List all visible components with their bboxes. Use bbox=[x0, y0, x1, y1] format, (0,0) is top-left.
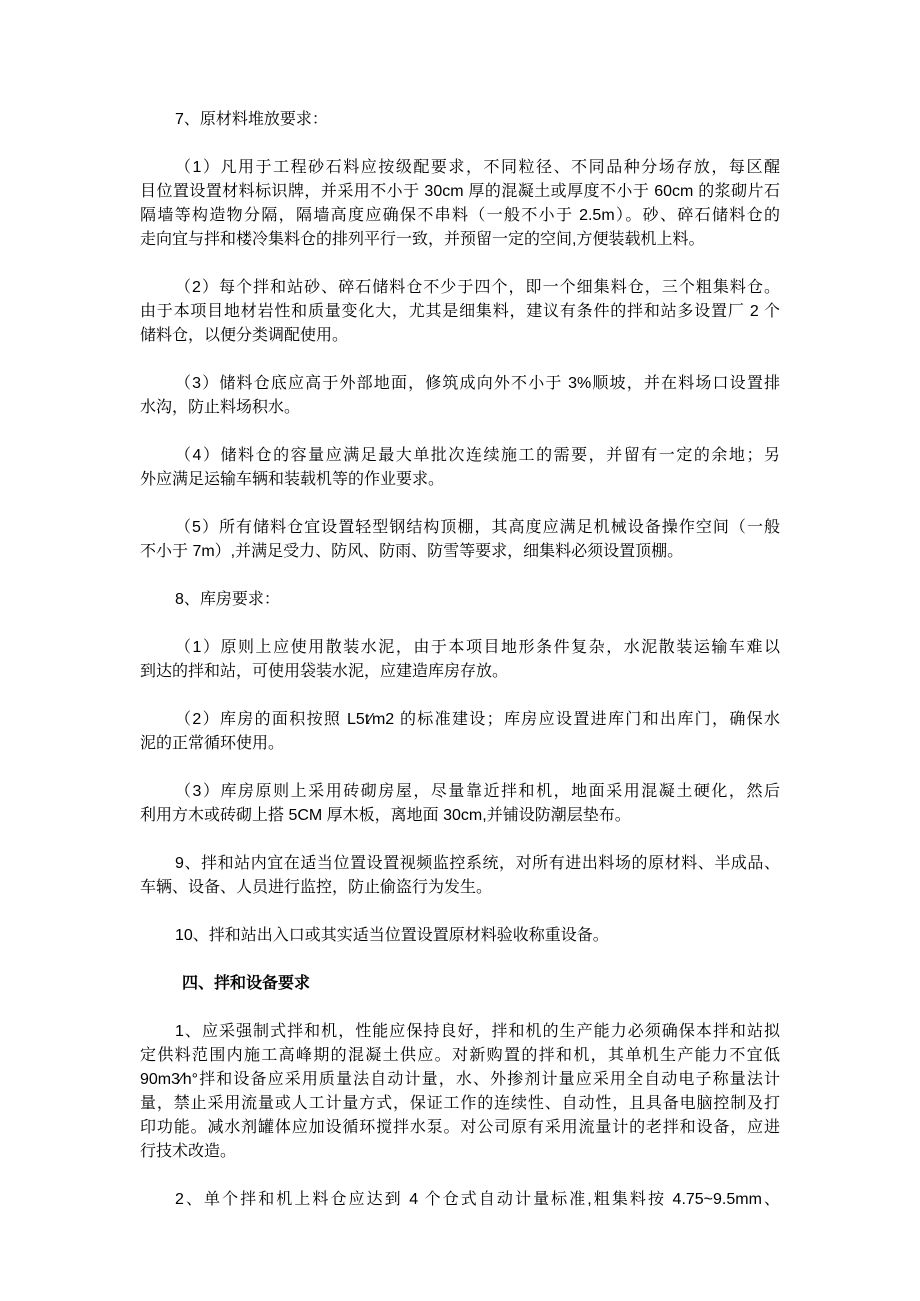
text-line: 量，禁止采用流量或人工计量方式，保证工作的连续性、自动性，且具备电脑控制及打 bbox=[140, 1095, 780, 1112]
paragraph-warehouse-1 bbox=[140, 636, 780, 684]
section-heading-warehouse bbox=[140, 588, 780, 612]
paragraph-warehouse-2 bbox=[140, 708, 780, 756]
paragraph-equipment-2 bbox=[140, 1188, 780, 1212]
text-line: （1）原则上应使用散装水泥，由于本项目地形条件复杂，水泥散装运输车难以 bbox=[175, 639, 780, 656]
text-line: （2）每个拌和站砂、碎石储料仓不少于四个，即一个细集料仓，三个粗集料仓。 bbox=[175, 279, 780, 296]
paragraph-storage-1 bbox=[140, 156, 780, 252]
heading-text: 四、拌和设备要求 bbox=[182, 975, 311, 992]
text-line: （3）库房原则上采用砖砌房屋，尽量靠近拌和机，地面采用混凝土硬化，然后 bbox=[175, 783, 780, 800]
text-line: 90m3∕h°拌和设备应采用质量法自动计量，水、外掺剂计量应采用全自动电子称量法计 bbox=[140, 1071, 780, 1088]
text-line: 利用方木或砖砌上搭 5CM 厚木板，离地面 30cm,并铺设防潮层垫布。 bbox=[140, 807, 631, 824]
text-line: 8、库房要求： bbox=[175, 591, 280, 608]
text-line: （2）库房的面积按照 L5t∕m2 的标准建设；库房应设置进库门和出库门，确保水 bbox=[175, 711, 780, 728]
paragraph-storage-5 bbox=[140, 516, 780, 564]
text-line: 定供料范围内施工高峰期的混凝土供应。对新购置的拌和机，其单机生产能力不宜低 bbox=[140, 1047, 780, 1064]
text-line: 外应满足运输车辆和装载机等的作业要求。 bbox=[140, 471, 445, 488]
text-line: 泥的正常循环使用。 bbox=[140, 735, 285, 752]
text-line: 车辆、设备、人员进行监控，防止偷盗行为发生。 bbox=[140, 879, 493, 896]
section-heading-raw-material-storage bbox=[140, 108, 780, 132]
text-line: 2、单个拌和机上料仓应达到 4 个仓式自动计量标准,粗集料按 4.75~9.5mm、 bbox=[175, 1191, 780, 1208]
document-page bbox=[140, 108, 780, 1236]
text-line: 印功能。减水剂罐体应加设循环搅拌水泵。对公司原有采用流量计的老拌和设备，应进 bbox=[140, 1119, 780, 1136]
chapter-heading-mixing-equipment bbox=[140, 972, 780, 996]
text-line: 储料仓，以便分类调配使用。 bbox=[140, 327, 349, 344]
text-line: 水沟，防止料场积水。 bbox=[140, 399, 301, 416]
text-line: 到达的拌和站，可使用袋装水泥，应建造库房存放。 bbox=[140, 663, 509, 680]
paragraph-storage-4 bbox=[140, 444, 780, 492]
text-line: （5）所有储料仓宜设置轻型钢结构顶棚，其高度应满足机械设备操作空间（一般 bbox=[175, 519, 780, 536]
text-line: 9、拌和站内宜在适当位置设置视频监控系统，对所有进出料场的原材料、半成品、 bbox=[175, 855, 780, 872]
text-line: 7、原材料堆放要求： bbox=[175, 111, 328, 128]
text-line: （4）储料仓的容量应满足最大单批次连续施工的需要，并留有一定的余地；另 bbox=[175, 447, 780, 464]
paragraph-storage-3 bbox=[140, 372, 780, 420]
paragraph-storage-2 bbox=[140, 276, 780, 348]
paragraph-video-monitoring bbox=[140, 852, 780, 900]
text-line: 不小于 7m）,并满足受力、防风、防雨、防雪等要求，细集料必须设置顶棚。 bbox=[140, 543, 684, 560]
text-line: 行技术改造。 bbox=[140, 1143, 237, 1160]
text-line: 隔墙等构造物分隔，隔墙高度应确保不串料（一般不小于 2.5m）。砂、碎石储料仓的 bbox=[140, 207, 780, 224]
paragraph-equipment-1 bbox=[140, 1020, 780, 1164]
text-line: 由于本项目地材岩性和质量变化大，尤其是细集料，建议有条件的拌和站多设置厂 2 个 bbox=[140, 303, 780, 320]
text-line: 10、拌和站出入口或其实适当位置设置原材料验收称重设备。 bbox=[175, 927, 609, 944]
text-line: （3）储料仓底应高于外部地面，修筑成向外不小于 3%顺坡，并在料场口设置排 bbox=[175, 375, 780, 392]
text-line: （1）凡用于工程砂石料应按级配要求，不同粒径、不同品种分场存放，每区醒 bbox=[175, 159, 780, 176]
text-line: 目位置设置材料标识牌，并采用不小于 30cm 厚的混凝土或厚度不小于 60cm 的浆砌片石 bbox=[140, 183, 780, 200]
paragraph-warehouse-3 bbox=[140, 780, 780, 828]
text-line: 1、应采强制式拌和机，性能应保持良好，拌和机的生产能力必须确保本拌和站拟 bbox=[175, 1023, 780, 1040]
paragraph-weighing-equipment bbox=[140, 924, 780, 948]
text-line: 走向宜与拌和楼冷集料仓的排列平行一致，并预留一定的空间,方便装载机上料。 bbox=[140, 231, 705, 248]
